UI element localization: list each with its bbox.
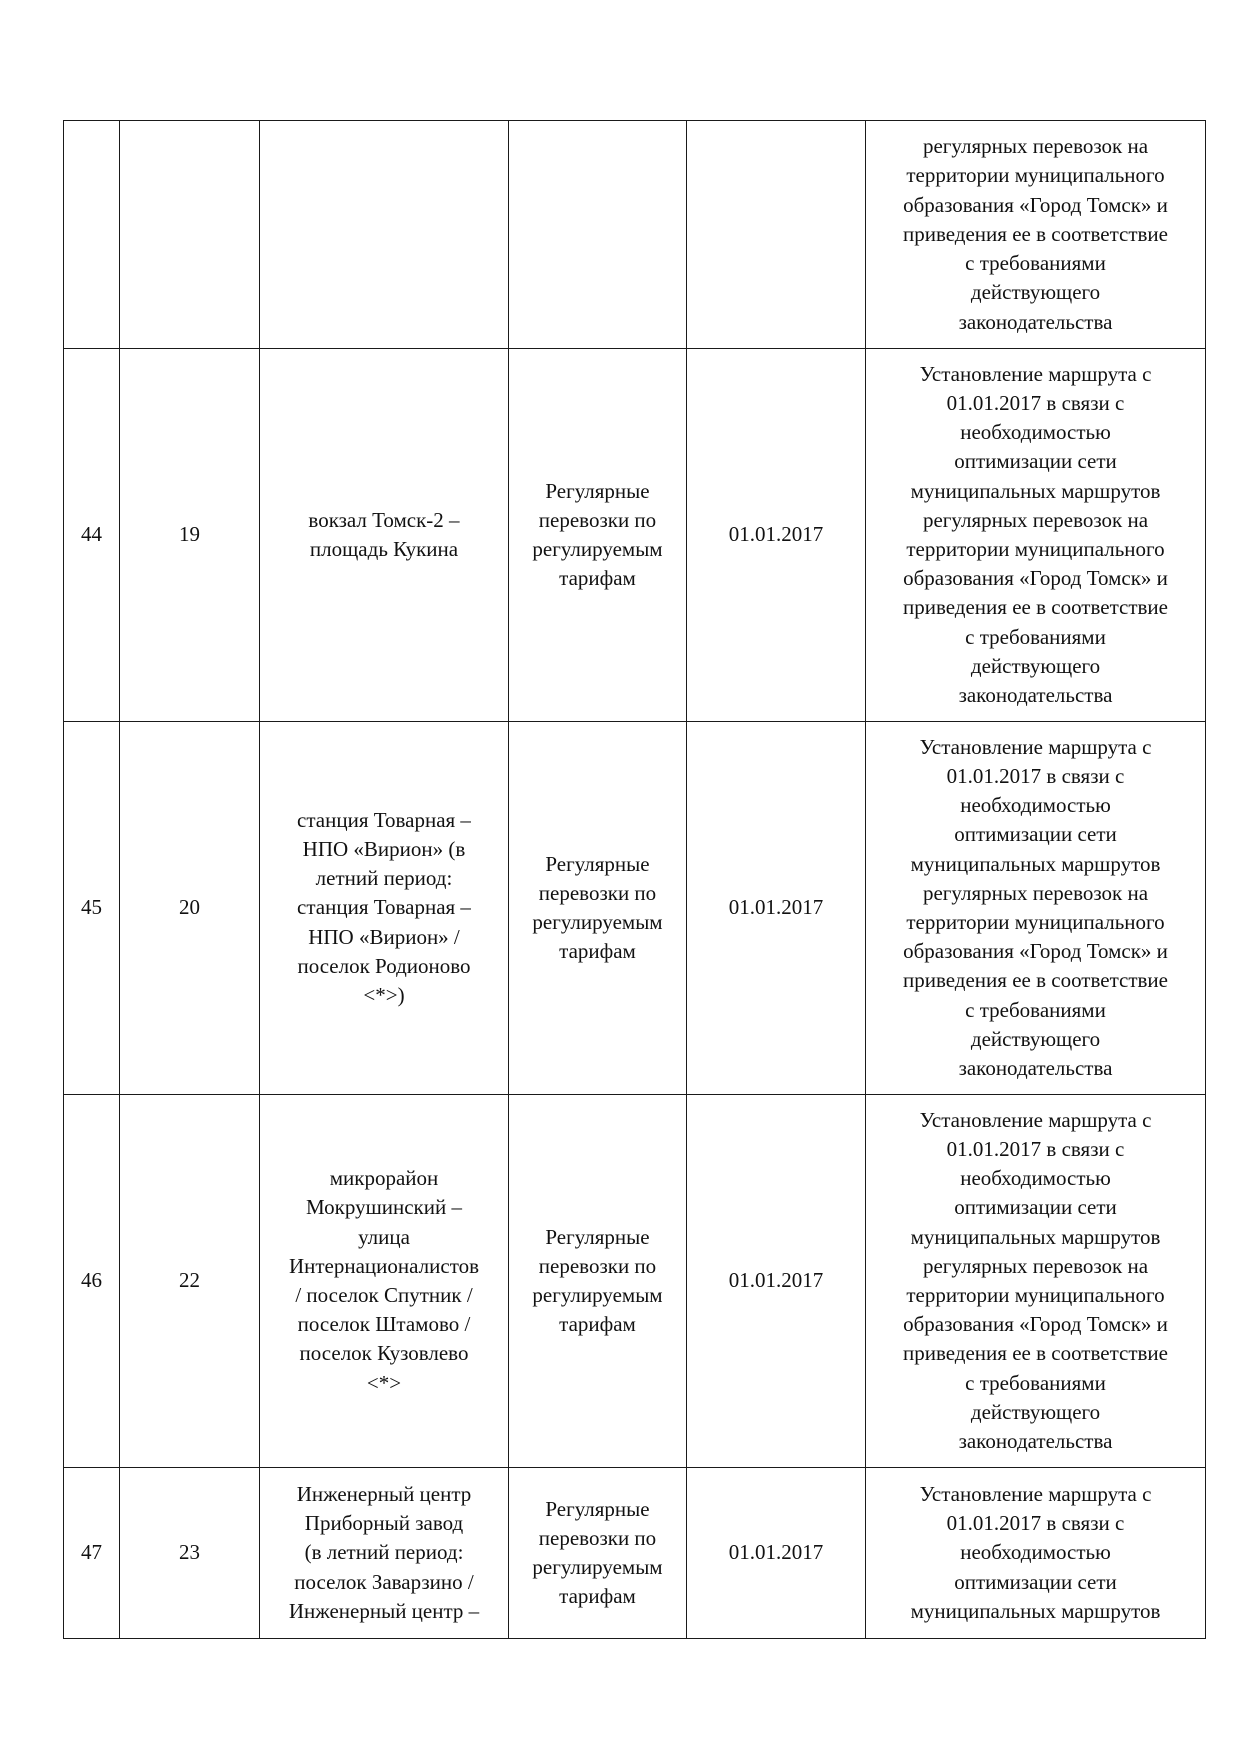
date-cell: 01.01.2017 [687, 349, 866, 722]
date-cell: 01.01.2017 [687, 1095, 866, 1468]
date-cell [687, 121, 866, 349]
routes-table [63, 120, 1206, 1639]
route-name-cell: микрорайон Мокрушинский – улица Интернационалистов / поселок Спутник / поселок Штамово / поселок Кузовлево <*> [260, 1095, 509, 1468]
note-cell: регулярных перевозок на территории муниципального образования «Город Томск» и приведения ее в соответствие с требованиями действующего законодательства [866, 121, 1206, 349]
note-cell: Установление маршрута с 01.01.2017 в связи с необходимостью оптимизации сети муниципальных маршрутов [866, 1468, 1206, 1639]
note-cell: Установление маршрута с 01.01.2017 в связи с необходимостью оптимизации сети муниципальных маршрутов регулярных перевозок на территории муниципального образования «Город Томск» и приведения ее в соответствие с требованиями действующего законодательства [866, 1095, 1206, 1468]
route-name-cell: вокзал Томск-2 – площадь Кукина [260, 349, 509, 722]
route-name-cell: станция Товарная – НПО «Вирион» (в летний период: станция Товарная – НПО «Вирион» / поселок Родионово <*>) [260, 722, 509, 1095]
row-number-cell: 45 [64, 722, 120, 1095]
row-number-cell: 44 [64, 349, 120, 722]
route-number-cell [120, 121, 260, 349]
table-row [64, 1095, 1206, 1468]
date-cell: 01.01.2017 [687, 1468, 866, 1639]
table-row [64, 121, 1206, 349]
route-number-cell: 19 [120, 349, 260, 722]
transport-type-cell: Регулярные перевозки по регулируемым тарифам [509, 1095, 687, 1468]
route-number-cell: 23 [120, 1468, 260, 1639]
route-number-cell: 20 [120, 722, 260, 1095]
row-number-cell [64, 121, 120, 349]
row-number-cell: 46 [64, 1095, 120, 1468]
note-cell: Установление маршрута с 01.01.2017 в связи с необходимостью оптимизации сети муниципальных маршрутов регулярных перевозок на территории муниципального образования «Город Томск» и приведения ее в соответствие с требованиями действующего законодательства [866, 722, 1206, 1095]
route-name-cell [260, 121, 509, 349]
transport-type-cell [509, 121, 687, 349]
table-row [64, 1468, 1206, 1639]
route-number-cell: 22 [120, 1095, 260, 1468]
table-row [64, 722, 1206, 1095]
transport-type-cell: Регулярные перевозки по регулируемым тарифам [509, 349, 687, 722]
transport-type-cell: Регулярные перевозки по регулируемым тарифам [509, 722, 687, 1095]
date-cell: 01.01.2017 [687, 722, 866, 1095]
note-cell: Установление маршрута с 01.01.2017 в связи с необходимостью оптимизации сети муниципальных маршрутов регулярных перевозок на территории муниципального образования «Город Томск» и приведения ее в соответствие с требованиями действующего законодательства [866, 349, 1206, 722]
transport-type-cell: Регулярные перевозки по регулируемым тарифам [509, 1468, 687, 1639]
table-row [64, 349, 1206, 722]
route-name-cell: Инженерный центр Приборный завод (в летний период: поселок Заварзино / Инженерный центр – [260, 1468, 509, 1639]
row-number-cell: 47 [64, 1468, 120, 1639]
